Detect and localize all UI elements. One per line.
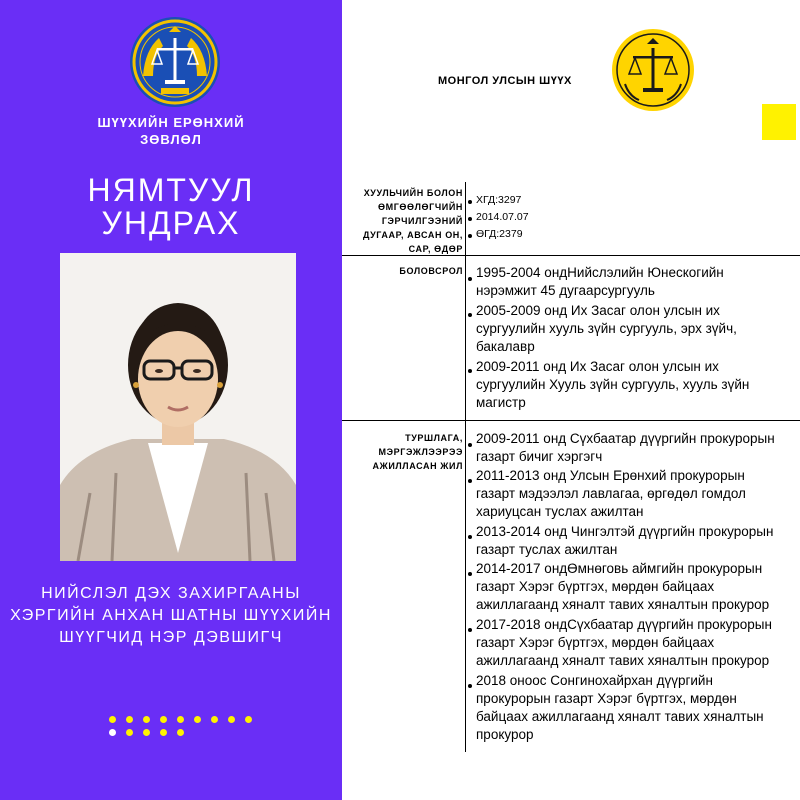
license-label-line: ДУГААР, АВСАН ОН, <box>362 230 463 240</box>
dot <box>126 716 133 723</box>
experience-entry-line: газарт Хэрэг бүртгэх, мөрдөн байцаах <box>476 579 715 594</box>
bullet <box>468 234 472 238</box>
education-entry-line: 2005-2009 онд Их Засаг олон улсын их <box>476 303 720 318</box>
section-divider <box>342 420 800 421</box>
experience-entry-line: байцаах ажиллагаанд хяналт тавих хяналтын <box>476 709 764 724</box>
experience-label-line: ТУРШЛАГА, <box>405 433 463 443</box>
left-panel <box>0 0 342 800</box>
education-entry-line: 1995-2004 ондНийслэлийн Юнескогийн <box>476 265 724 280</box>
education-entry-line: нэрэмжит 45 дугаарсургууль <box>476 283 655 298</box>
dot <box>143 729 150 736</box>
dot <box>143 716 150 723</box>
experience-entry-line: газарт бичиг хэргэгч <box>476 449 603 464</box>
education-entry-line: сургуулийн Хууль зүйн сургууль, хууль зүйн <box>476 377 750 392</box>
experience-entry-line: ажиллагаанд хяналт тавих хяналтын прокурор <box>476 597 770 612</box>
education-entry-line: сургуулийн хууль зүйн сургууль, эрх зүйч, <box>476 321 737 336</box>
candidate-surname: НЯМТУУЛ <box>87 172 255 208</box>
position-title-line2: ХЭРГИЙН АНХАН ШАТНЫ ШҮҮХИЙН <box>10 607 332 624</box>
dot <box>228 716 235 723</box>
license-value: 2014.07.07 <box>476 211 529 223</box>
license-label-line: ГЭРЧИЛГЭЭНИЙ <box>381 216 463 226</box>
dot <box>177 716 184 723</box>
experience-entry-line: прокурор <box>476 727 534 742</box>
judicial-council-emblem-icon <box>129 16 221 108</box>
experience-entry-line: 2017-2018 ондСүхбаатар дүүргийн прокурорын <box>476 617 772 632</box>
candidate-given-name: УНДРАХ <box>101 205 241 241</box>
experience-entry-line: ажиллагаанд хяналт тавих хяналтын прокурор <box>476 653 770 668</box>
experience-entry-line: газарт Хэрэг бүртгэх, мөрдөн байцаах <box>476 635 715 650</box>
license-label-line: САР, ӨДӨР <box>408 244 463 254</box>
dot <box>126 729 133 736</box>
experience-entry-line: газарт туслах ажилтан <box>476 542 618 557</box>
position-title-line3: ШҮҮГЧИД НЭР ДЭВШИГЧ <box>59 629 283 646</box>
experience-entry-line: хариуцсан туслах ажилтан <box>476 504 644 519</box>
experience-entry-line: 2011-2013 онд Улсын Ерөнхий прокурорын <box>476 468 745 483</box>
dot <box>160 729 167 736</box>
education-entry-line: бакалавр <box>476 339 535 354</box>
license-value: ХГД:3297 <box>476 194 522 206</box>
experience-entry-line: 2018 оноос Сонгинохайрхан дүүргийн <box>476 673 713 688</box>
license-value: ӨГД:2379 <box>476 228 523 240</box>
dot <box>109 729 116 736</box>
bullet <box>468 200 472 204</box>
education-entry-line: 2009-2011 онд Их Засаг олон улсын их <box>476 359 719 374</box>
bullet <box>468 217 472 221</box>
experience-label-line: МЭРГЭЖЛЭЭРЭЭ <box>378 447 463 457</box>
dot <box>194 716 201 723</box>
dot <box>245 716 252 723</box>
council-name-line1: ШҮҮХИЙН ЕРӨНХИЙ <box>97 115 245 130</box>
experience-entry-line: 2009-2011 онд Сүхбаатар дүүргийн прокурорын <box>476 431 775 446</box>
bullet <box>468 313 472 317</box>
bullet <box>468 684 472 688</box>
education-label: БОЛОВСРОЛ <box>399 266 463 276</box>
dot <box>211 716 218 723</box>
timeline-line <box>465 182 466 752</box>
portrait-image <box>60 253 296 561</box>
dot <box>177 729 184 736</box>
council-name-line2: ЗӨВЛӨЛ <box>140 132 202 147</box>
bullet <box>468 535 472 539</box>
license-label-line: ХУУЛЬЧИЙН БОЛОН <box>363 188 463 198</box>
bullet <box>468 479 472 483</box>
experience-label-line: АЖИЛЛАСАН ЖИЛ <box>372 461 463 471</box>
bullet <box>468 369 472 373</box>
dot <box>160 716 167 723</box>
bullet <box>468 443 472 447</box>
court-emblem-icon <box>611 28 695 112</box>
dot <box>109 716 116 723</box>
experience-entry-line: прокурорын газарт Хэрэг бүртгэх, мөрдөн <box>476 691 737 706</box>
education-entry-line: магистр <box>476 395 526 410</box>
license-label-line: ӨМГӨӨЛӨГЧИЙН <box>378 202 463 212</box>
experience-entry-line: 2014-2017 ондӨмнөговь аймгийн прокурорын <box>476 561 763 576</box>
bullet <box>468 277 472 281</box>
candidate-photo <box>60 253 296 561</box>
bullet <box>468 572 472 576</box>
position-title-line1: НИЙСЛЭЛ ДЭХ ЗАХИРГААНЫ <box>41 585 301 602</box>
experience-entry-line: газарт мэдээлэл лавлагаа, өргөдөл гомдол <box>476 486 746 501</box>
court-title: МОНГОЛ УЛСЫН ШҮҮХ <box>438 75 572 87</box>
bullet <box>468 628 472 632</box>
accent-square <box>762 104 796 140</box>
experience-entry-line: 2013-2014 онд Чингэлтэй дүүргийн прокурорын <box>476 524 774 539</box>
